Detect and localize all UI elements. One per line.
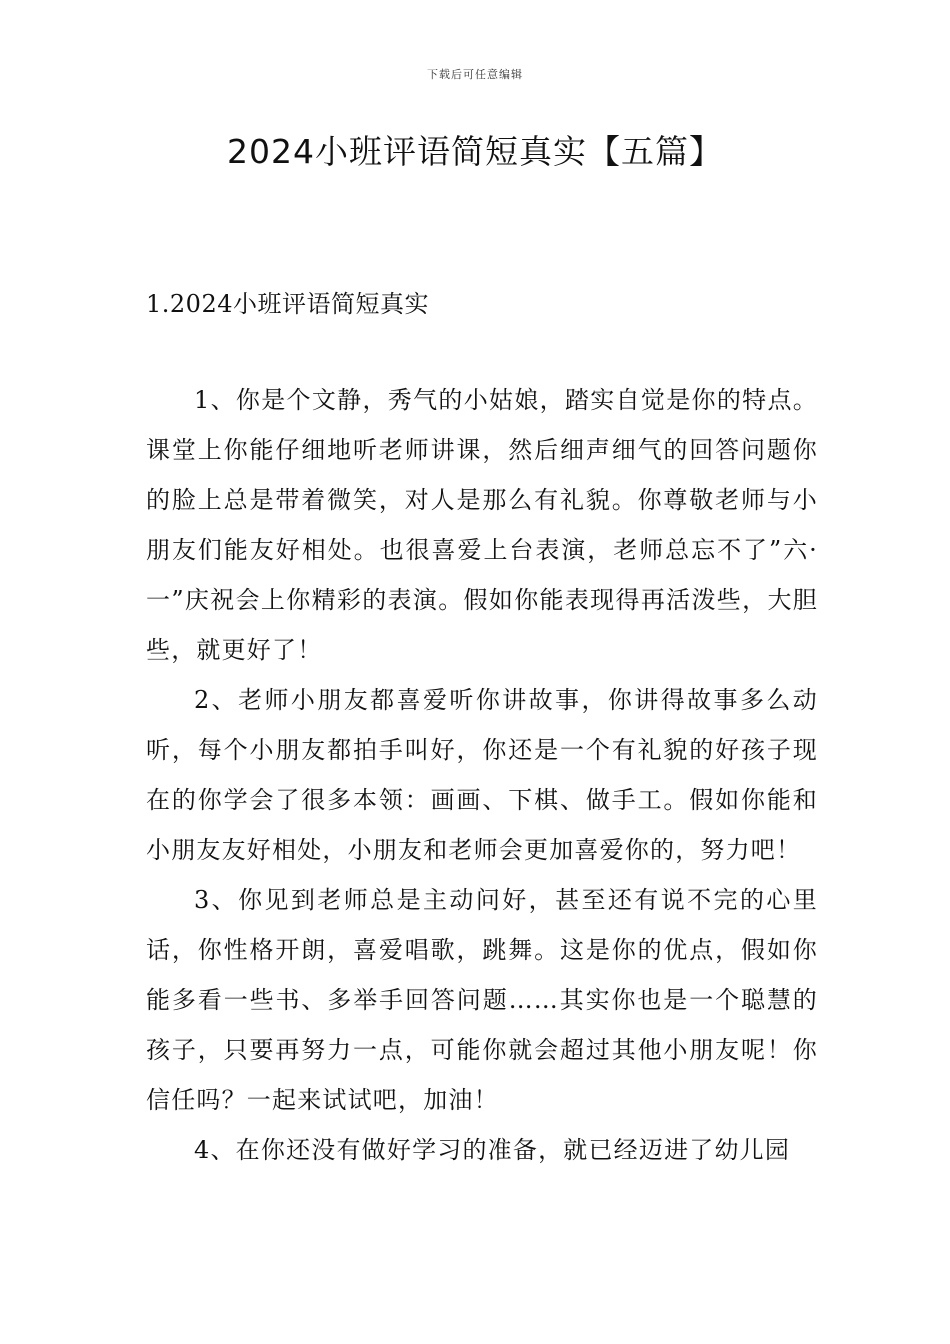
paragraph-3: 3、你见到老师总是主动问好，甚至还有说不完的心里话，你性格开朗，喜爱唱歌，跳舞。这是你的优点，假如你能多看一些书、多举手回答问题……其实你也是一个聪慧的孩子，只要再努力一点，可能你就会超过其他小朋友呢！你信任吗？一起来试试吧，加油！ bbox=[146, 886, 818, 1114]
paragraph-4: 4、在你还没有做好学习的准备，就已经迈进了幼儿园 bbox=[194, 1136, 791, 1164]
section-heading: 1.2024小班评语简短真实 bbox=[146, 290, 429, 318]
paragraph-2: 2、老师小朋友都喜爱听你讲故事，你讲得故事多么动听，每个小朋友都拍手叫好，你还是一个有礼貌的好孩子现在的你学会了很多本领：画画、下棋、做手工。假如你能和小朋友友好相处，小朋友和老师会更加喜爱你的，努力吧！ bbox=[146, 686, 818, 864]
paragraph-1: 1、你是个文静，秀气的小姑娘，踏实自觉是你的特点。课堂上你能仔细地听老师讲课，然后细声细气的回答问题你的脸上总是带着微笑，对人是那么有礼貌。你尊敬老师与小朋友们能友好相处。也很喜爱上台表演，老师总忘不了”六·一”庆祝会上你精彩的表演。假如你能表现得再活泼些，大胆些，就更好了！ bbox=[146, 386, 818, 664]
header-note: 下载后可任意编辑 bbox=[427, 68, 523, 81]
document-title: 2024小班评语简短真实【五篇】 bbox=[227, 132, 723, 171]
body-text bbox=[146, 375, 818, 1175]
